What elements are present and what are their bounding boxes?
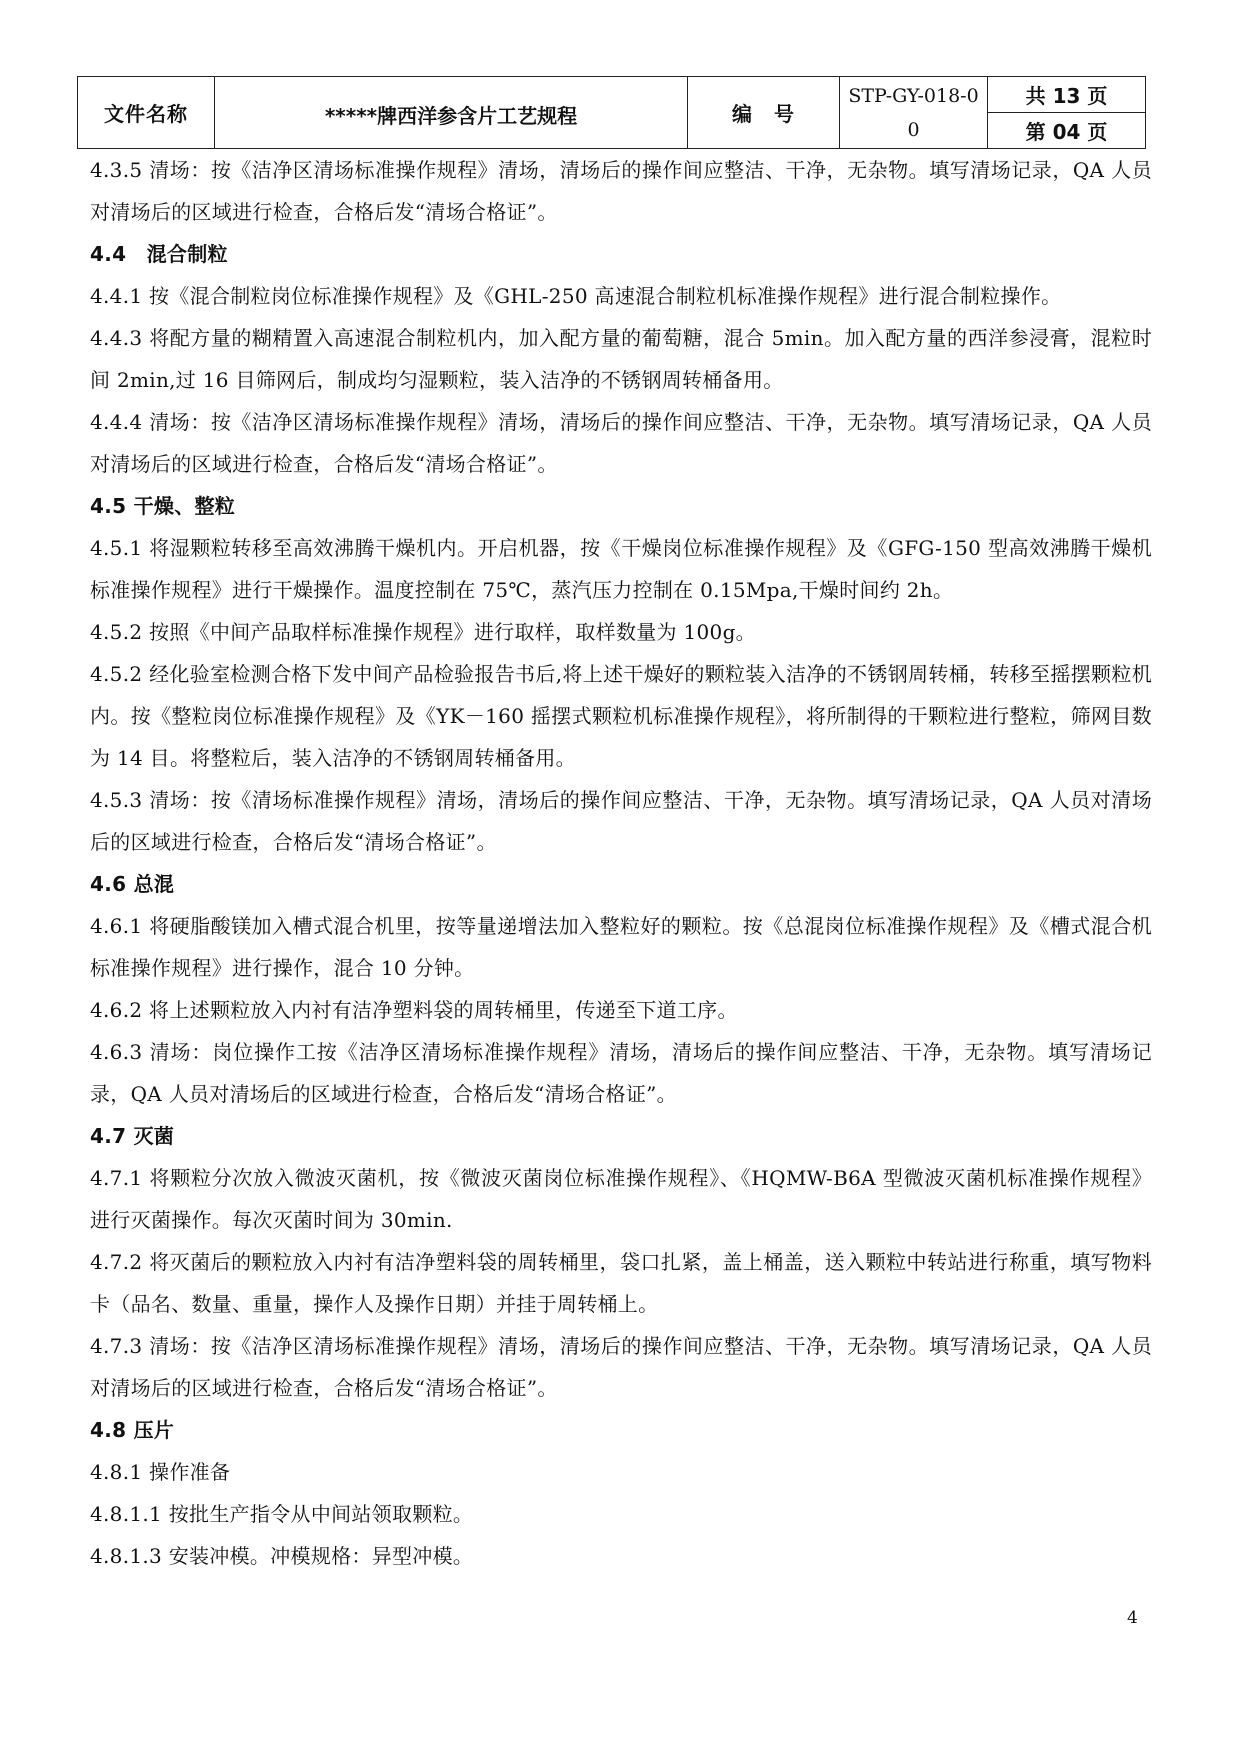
body-paragraph: 4.3.5 清场：按《洁净区清场标准操作规程》清场，清场后的操作间应整洁、干净，无杂物。填写清场记录，QA 人员对清场后的区域进行检查，合格后发“清场合格证”。 [90,158,1152,224]
body-paragraph: 4.4.3 将配方量的糊精置入高速混合制粒机内，加入配方量的葡萄糖，混合 5min。加入配方量的西洋参浸膏，混粒时间 2min,过 16 目筛网后，制成均匀湿颗粒，装入洁净的不锈钢周转桶备用。 [90,326,1152,392]
body-paragraph: 4.6.2 将上述颗粒放入内衬有洁净塑料袋的周转桶里，传递至下道工序。 [90,998,738,1022]
body-paragraph: 4.5.2 经化验室检测合格下发中间产品检验报告书后,将上述干燥好的颗粒装入洁净的不锈钢周转桶，转移至摇摆颗粒机内。按《整粒岗位标准操作规程》及《YK－160 摇摆式颗粒机标准操作规程》，将所制得的干颗粒进行整粒，筛网目数为 14 目。将整粒后，装入洁净的不锈钢周转桶备用。 [90,662,1152,770]
number-label: 编 号 [688,77,840,149]
document-body [90,149,1152,1577]
body-paragraph: 4.7.1 将颗粒分次放入微波灭菌机，按《微波灭菌岗位标准操作规程》、《HQMW-B6A 型微波灭菌机标准操作规程》进行灭菌操作。每次灭菌时间为 30min. [90,1166,1152,1232]
page-number: 4 [1127,1608,1138,1628]
document-code [840,77,988,149]
section-heading: 4.5 干燥、整粒 [90,494,236,518]
body-paragraph: 4.4.1 按《混合制粒岗位标准操作规程》及《GHL-250 高速混合制粒机标准操作规程》进行混合制粒操作。 [90,284,1062,308]
body-paragraph: 4.8.1.1 按批生产指令从中间站领取颗粒。 [90,1502,474,1526]
section-heading: 4.6 总混 [90,872,175,896]
section-heading: 4.7 灭菌 [90,1124,175,1148]
document-code-line1: STP-GY-018-0 [848,84,979,107]
section-heading: 4.8 压片 [90,1418,175,1442]
body-paragraph: 4.7.2 将灭菌后的颗粒放入内衬有洁净塑料袋的周转桶里，袋口扎紧，盖上桶盖，送入颗粒中转站进行称重，填写物料卡（品名、数量、重量，操作人及操作日期）并挂于周转桶上。 [90,1250,1152,1316]
body-paragraph: 4.6.3 清场：岗位操作工按《洁净区清场标准操作规程》清场，清场后的操作间应整洁、干净，无杂物。填写清场记录，QA 人员对清场后的区域进行检查，合格后发“清场合格证”。 [90,1040,1152,1106]
body-paragraph: 4.8.1 操作准备 [90,1460,231,1484]
body-paragraph: 4.7.3 清场：按《洁净区清场标准操作规程》清场，清场后的操作间应整洁、干净，无杂物。填写清场记录，QA 人员对清场后的区域进行检查，合格后发“清场合格证”。 [90,1334,1152,1400]
document-code-line2: 0 [907,118,920,141]
body-paragraph: 4.5.1 将湿颗粒转移至高效沸腾干燥机内。开启机器，按《干燥岗位标准操作规程》及《GFG-150 型高效沸腾干燥机标准操作规程》进行干燥操作。温度控制在 75℃，蒸汽压力控制在 0.15Mpa,干燥时间约 2h。 [90,536,1152,602]
body-paragraph: 4.4.4 清场：按《洁净区清场标准操作规程》清场，清场后的操作间应整洁、干净，无杂物。填写清场记录，QA 人员对清场后的区域进行检查，合格后发“清场合格证”。 [90,410,1152,476]
section-heading: 4.4 混合制粒 [90,242,228,266]
body-paragraph: 4.5.2 按照《中间产品取样标准操作规程》进行取样，取样数量为 100g。 [90,620,756,644]
document-header-table [77,76,1146,149]
body-paragraph: 4.6.1 将硬脂酸镁加入槽式混合机里，按等量递增法加入整粒好的颗粒。按《总混岗位标准操作规程》及《槽式混合机标准操作规程》进行操作，混合 10 分钟。 [90,914,1152,980]
body-paragraph: 4.5.3 清场：按《清场标准操作规程》清场，清场后的操作间应整洁、干净，无杂物。填写清场记录，QA 人员对清场后的区域进行检查，合格后发“清场合格证”。 [90,788,1152,854]
document-title: *****牌西洋参含片工艺规程 [215,77,688,149]
file-name-label: 文件名称 [78,77,215,149]
current-page: 第 04 页 [988,113,1146,149]
total-pages: 共 13 页 [988,77,1146,113]
body-paragraph: 4.8.1.3 安装冲模。冲模规格：异型冲模。 [90,1544,474,1568]
